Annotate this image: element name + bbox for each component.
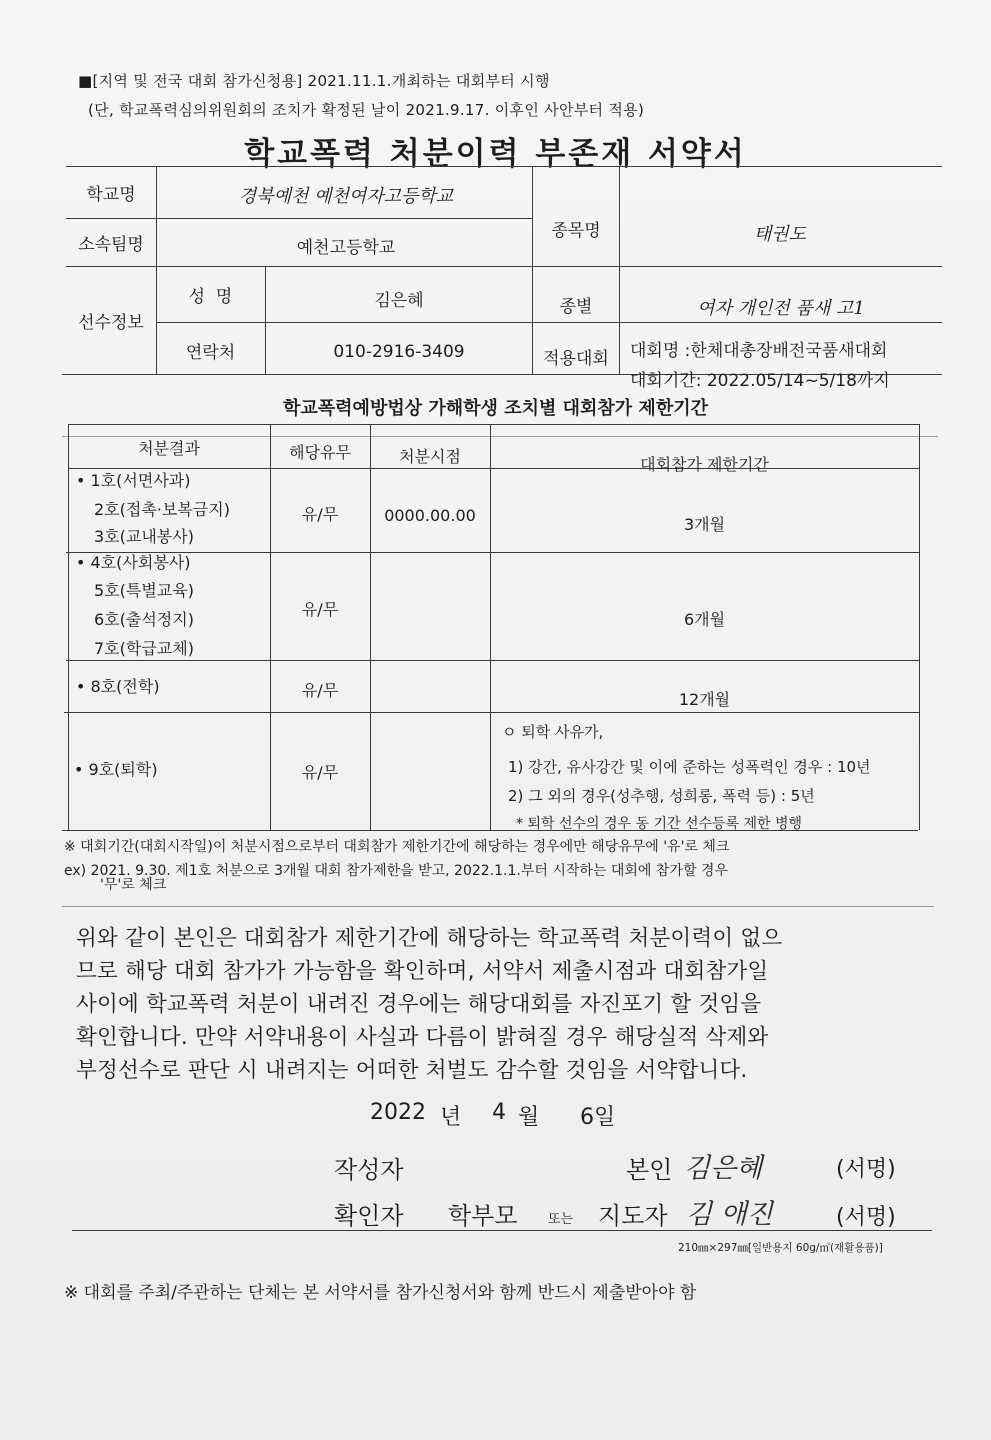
date-value: 0000.00.00 [384, 506, 476, 525]
limit-value: 3개월 [683, 515, 726, 534]
document-title: 학교폭력 처분이력 부존재 서약서 [244, 136, 747, 172]
table-row-item: • 1호(서면사과) [76, 471, 191, 490]
category-label: 종별 [559, 297, 593, 317]
header-line-2: (단, 학교폭력심의위원회의 조치가 확정된 날이 2021.9.17. 이후인 사안부터 적용) [88, 101, 645, 119]
coach-sign-label: (서명) [836, 1205, 896, 1230]
table-top-rule [68, 424, 920, 425]
notes-rule [62, 906, 934, 907]
table-row-item: • 4호(사회봉사) [76, 553, 191, 572]
coach-label: 지도자 [598, 1202, 668, 1230]
expulsion-note-line: ㅇ 퇴학 사유가, [502, 723, 604, 741]
header-status: 해당유무 [289, 443, 351, 462]
or-label: 또는 [548, 1212, 574, 1227]
event-value: 태권도 [753, 224, 807, 245]
info-rule [66, 266, 942, 267]
note-2: ex) 2021. 9.30. 제1호 처분으로 3개월 대회 참가제한을 받고, 2022.1.1.부터 시작하는 대회에 참가할 경우 [64, 863, 728, 879]
contact-value: 010-2916-3409 [333, 342, 465, 362]
writer-label: 작성자 [334, 1156, 404, 1184]
table-row-rule [66, 552, 920, 553]
footer-note: ※ 대회를 주최/주관하는 단체는 본 서약서를 참가신청서와 함께 반드시 제출받아야 함 [64, 1283, 697, 1303]
school-label: 학교명 [86, 185, 136, 205]
parent-label: 학부모 [448, 1202, 518, 1230]
date-year: 2022 [370, 1100, 426, 1125]
category-value: 여자 개인전 품새 고1 [697, 298, 865, 319]
date-month: 4 [492, 1100, 506, 1125]
athlete-info-label: 선수정보 [78, 313, 144, 333]
table-row-item: 5호(특별교육) [94, 581, 194, 600]
team-label: 소속팀명 [78, 235, 144, 255]
school-value: 경북예천 예천여자고등학교 [238, 186, 454, 207]
pledge-line: 확인합니다. 만약 서약내용이 사실과 다름이 밝혀질 경우 해당실적 삭제와 [76, 1025, 769, 1050]
note-1: ※ 대회기간(대회시작일)이 처분시점으로부터 대회참가 제한기간에 해당하는 경우에만 해당유무에 '유'로 체크 [64, 839, 730, 855]
section-title: 학교폭력예방법상 가해학생 조치별 대회참가 제한기간 [283, 398, 708, 419]
table-row-item: 3호(교내봉사) [94, 527, 194, 546]
header-line-1: ■[지역 및 전국 대회 참가신청용] 2021.11.1.개최하는 대회부터 시행 [78, 72, 550, 90]
expulsion-note-line: * 퇴학 선수의 경우 동 기간 선수등록 제한 병행 [516, 816, 803, 832]
header-limit: 대회참가 제한기간 [640, 455, 769, 474]
date-year-unit: 년 [440, 1105, 462, 1130]
limit-value: 12개월 [678, 690, 731, 709]
self-signature: 김은혜 [684, 1153, 763, 1184]
pledge-line: 위와 같이 본인은 대회참가 제한기간에 해당하는 학교폭력 처분이력이 없으 [76, 926, 783, 951]
date-day: 6일 [580, 1105, 616, 1130]
pledge-line: 사이에 학교폭력 처분이 내려진 경우에는 해당대회를 자진포기 할 것임을 [76, 992, 762, 1017]
name-value: 김은혜 [374, 291, 424, 311]
status-value: 유/무 [301, 505, 339, 524]
table-divider [919, 424, 920, 830]
info-divider [619, 166, 620, 374]
self-label: 본인 [626, 1156, 673, 1184]
date-month-unit: 월 [518, 1105, 540, 1130]
confirmer-label: 확인자 [334, 1202, 404, 1230]
table-row-item: 7호(학급교체) [94, 639, 194, 658]
team-value: 예천고등학교 [296, 238, 396, 258]
self-sign-label: (서명) [836, 1157, 896, 1182]
info-top-rule [66, 166, 942, 167]
table-row-item: • 9호(퇴학) [74, 760, 158, 779]
table-row-item: • 8호(전학) [76, 677, 160, 696]
contact-label: 연락처 [185, 343, 236, 363]
table-row-rule [66, 660, 920, 661]
expulsion-note-line: 1) 강간, 유사강간 및 이에 준하는 성폭력인 경우 : 10년 [508, 758, 871, 776]
competition-period: 대회기간: 2022.05/14~5/18까지 [630, 371, 890, 391]
info-rule [156, 322, 942, 323]
limit-value: 6개월 [683, 610, 726, 629]
table-divider [370, 424, 371, 830]
header-date: 처분시점 [399, 447, 461, 466]
signature-rule [72, 1230, 932, 1231]
note-3: '무'로 체크 [100, 877, 167, 893]
table-row-rule [64, 712, 920, 713]
pledge-line: 므로 해당 대회 참가가 가능함을 확인하며, 서약서 제출시점과 대회참가일 [76, 959, 769, 984]
applied-competition-label: 적용대회 [543, 349, 609, 369]
table-divider [68, 424, 69, 830]
coach-signature: 김 애진 [686, 1199, 773, 1230]
competition-name: 대회명 :한체대총장배전국품새대회 [630, 341, 888, 361]
paper-spec: 210㎜×297㎜[일반용지 60g/㎡(재활용품)] [678, 1242, 883, 1254]
status-value: 유/무 [301, 763, 339, 782]
expulsion-note-line: 2) 그 외의 경우(성추행, 성희롱, 폭력 등) : 5년 [508, 787, 815, 805]
info-rule [66, 218, 532, 219]
header-result: 처분결과 [138, 439, 200, 458]
status-value: 유/무 [301, 600, 339, 619]
info-divider [532, 166, 533, 374]
table-row-item: 6호(출석정지) [94, 610, 194, 629]
event-label: 종목명 [551, 221, 601, 241]
status-value: 유/무 [301, 681, 339, 700]
pledge-line: 부정선수로 판단 시 내려지는 어떠한 처벌도 감수할 것임을 서약합니다. [76, 1058, 748, 1083]
table-row-item: 2호(접촉·보복금지) [94, 500, 230, 519]
name-label: 성 명 [188, 287, 233, 307]
